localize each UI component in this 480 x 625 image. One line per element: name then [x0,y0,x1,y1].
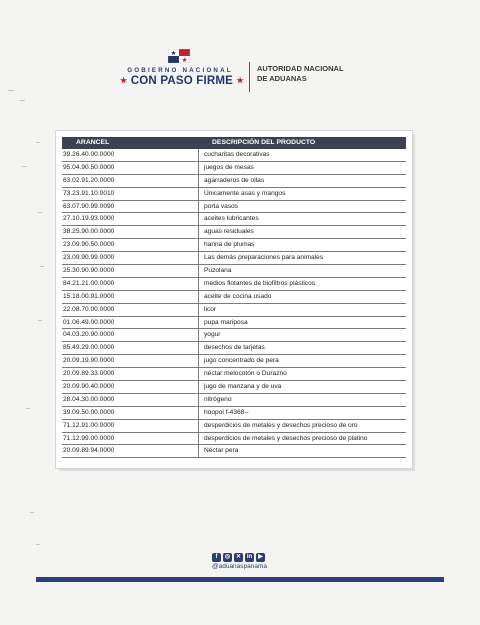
column-header-arancel: ARANCEL [76,139,110,146]
agency-name [257,64,344,84]
linkedin-icon[interactable]: in [246,554,253,560]
arancel-cell: 15.18.00.91.0000 [62,291,199,303]
table-row [62,355,406,368]
gov-line2 [120,75,244,87]
tariff-table [56,131,412,468]
youtube-icon[interactable]: ▶ [256,553,265,562]
table-row [62,226,406,239]
table-row [62,175,406,188]
arancel-cell: 63.02.91.20.0000 [62,175,199,187]
arancel-cell: 22.08.70.00.0000 [62,304,199,316]
agency-line2: DE ADUANAS [257,74,307,83]
arancel-cell: 20.09.89.94.0000 [62,445,199,457]
table-body [62,149,406,458]
table-row [62,149,406,162]
table-row [62,265,406,278]
table-row [62,188,406,201]
table-row [62,304,406,317]
description-cell: yogur [204,331,221,339]
star-icon: ★ [120,76,128,85]
table-row [62,420,406,433]
description-cell: jugo de manzana y de uva [204,383,282,391]
table-row [62,291,406,304]
description-cell: juegos de mesas [204,163,254,171]
scan-mark [22,166,27,167]
panama-flag-icon [168,49,190,63]
arancel-cell: 38.25.90.00.0000 [62,226,199,238]
table-row [62,394,406,407]
description-cell: desperdicios de metales y desechos precioso de platino [204,434,368,442]
table-row [62,329,406,342]
description-cell: desperdicios de metales y desechos precioso de oro [204,421,358,429]
description-cell: Las demás preparaciones para animales [204,254,324,262]
scan-mark [36,544,40,545]
description-cell: harina de plumas [204,241,255,249]
description-cell: medios flotantes de biofiltros plásticos [204,279,316,287]
description-cell: jugo concentrado de pera [204,357,279,365]
arancel-cell: 20.09.89.33.0000 [62,368,199,380]
table-row [62,239,406,252]
arancel-cell: 84.21.21.00.0000 [62,278,199,290]
social-handle: @aduanaspanama [212,563,268,570]
arancel-cell: 71.12.91.00.0000 [62,420,199,432]
table-row [62,252,406,265]
scan-mark [38,212,42,213]
description-cell: Puzolana [204,267,232,275]
arancel-cell: 01.06.49.00.0000 [62,317,199,329]
arancel-cell: 20.09.19.90.0000 [62,355,199,367]
table-row [62,368,406,381]
gov-line1: GOBIERNO NACIONAL [127,67,233,74]
arancel-cell: 23.09.90.50.0000 [62,239,199,251]
table-row [62,407,406,420]
description-cell: licor [204,305,217,313]
description-cell: nitrógeno [204,395,232,403]
star-icon: ★ [236,76,244,85]
table-row [62,162,406,175]
arancel-cell: 85.49.29.00.0000 [62,342,199,354]
description-cell: aceites lubricantes [204,215,259,223]
social-media-block [212,553,282,570]
table-row [62,381,406,394]
table-row [62,278,406,291]
scan-mark [36,142,40,143]
arancel-cell: 63.07.90.99.0090 [62,201,199,213]
scan-mark [40,266,44,267]
description-cell: aguas residuales [204,228,254,236]
scan-mark [38,320,42,321]
description-cell: Únicamente asas y mangos [204,189,286,197]
arancel-cell: 73.23.91.10.0010 [62,188,199,200]
letterhead [0,56,480,96]
arancel-cell: 20.09.90.40.0000 [62,381,199,393]
header-divider [249,62,250,92]
column-header-descripcion: DESCRIPCIÓN DEL PRODUCTO [212,139,316,146]
table-row [62,342,406,355]
facebook-icon[interactable]: f [212,553,221,562]
description-cell: néctar melocotón o Durazno [204,370,287,378]
scan-mark [20,100,25,101]
gobierno-nacional-logo [120,56,244,87]
description-cell: hoopol f-4368-- [204,408,249,416]
description-cell: porta vasos [204,202,239,210]
description-cell: agarraderos de ollas [204,176,265,184]
table-row [62,433,406,446]
description-cell: Néctar pera [204,447,239,455]
gov-slogan: CON PASO FIRME [130,75,234,87]
arancel-cell: 95.04.90.50.0000 [62,162,199,174]
social-icons [212,553,282,562]
table-row [62,445,406,458]
arancel-cell: 23.09.90.99.0000 [62,252,199,264]
description-cell: desechos de tarjetas [204,344,265,352]
footer-bar [36,577,444,582]
table-row [62,213,406,226]
description-cell: pupa mariposa [204,318,248,326]
arancel-cell: 71.12.99.00.0000 [62,433,199,445]
description-cell: cucharitas decorativas [204,151,270,158]
table-header [62,137,406,149]
table-row [62,317,406,330]
arancel-cell: 28.04.30.00.0000 [62,394,199,406]
arancel-cell: 27.10.19.93.0000 [62,213,199,225]
table-row [62,201,406,214]
agency-line1: AUTORIDAD NACIONAL [257,64,344,73]
arancel-cell: 04.03.20.90.0000 [62,329,199,341]
arancel-cell: 25.30.90.90.0000 [62,265,199,277]
x-icon[interactable]: ✕ [235,554,242,560]
arancel-cell: 39.26.40.00.0000 [62,149,199,161]
scan-mark [26,408,30,409]
description-cell: aceite de cocina usado [204,292,272,300]
arancel-cell: 39.09.50.00.0000 [62,407,199,419]
scan-mark [30,512,34,513]
instagram-icon[interactable]: ◎ [224,554,231,560]
